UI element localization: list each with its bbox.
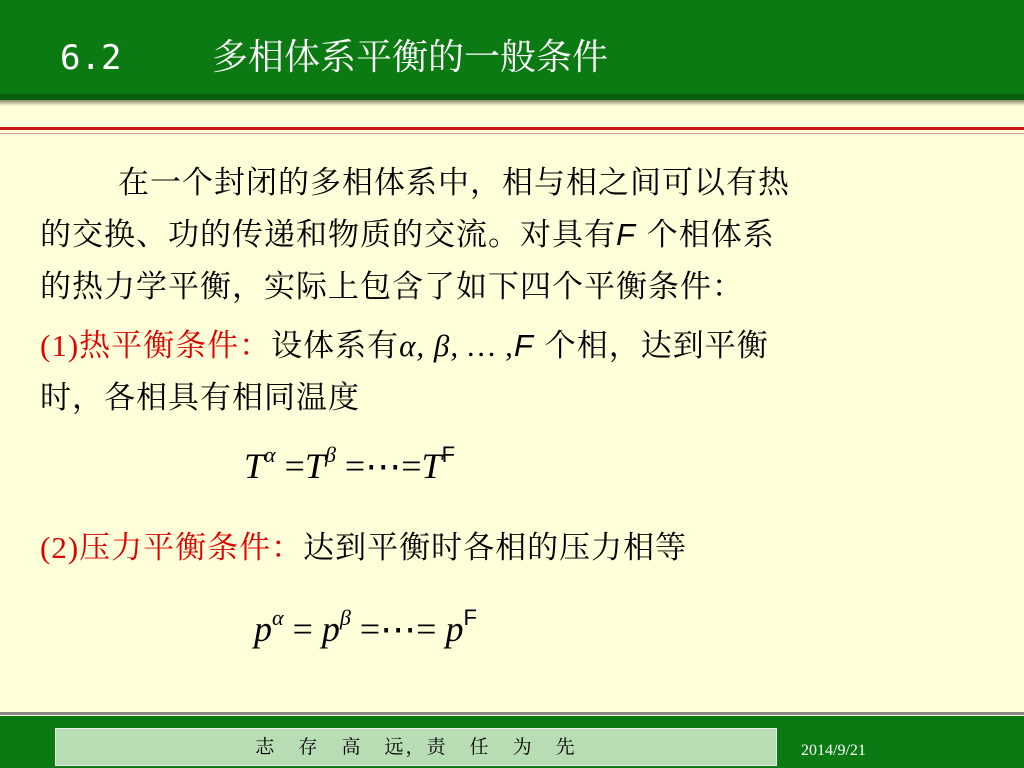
pressure-equation bbox=[254, 605, 477, 649]
intro-line-1: 在一个封闭的多相体系中，相与相之间可以有热 bbox=[118, 165, 790, 201]
eq-equals: = bbox=[284, 446, 305, 486]
intro-paragraph bbox=[40, 157, 960, 313]
footer-motto: 志 存 高 远，责 任 为 先 bbox=[255, 736, 577, 758]
eq-var: p bbox=[445, 609, 464, 649]
eq-dots: ⋯ bbox=[380, 609, 417, 649]
intro-line-2b: 个相体系 bbox=[635, 217, 775, 253]
thin-divider bbox=[0, 133, 1024, 134]
condition-label: 压力平衡条件： bbox=[79, 530, 304, 566]
eq-equals: = bbox=[292, 609, 313, 649]
footer-date: 2014/9/21 bbox=[801, 742, 866, 759]
condition-number: (1) bbox=[40, 328, 80, 363]
header-shadow bbox=[0, 100, 1024, 106]
section-number: 6.2 bbox=[60, 38, 122, 78]
eq-sup-alpha: α bbox=[272, 605, 284, 630]
condition-number: (2) bbox=[40, 530, 80, 565]
eq-var: T bbox=[244, 446, 265, 486]
eq-sup-F: F bbox=[441, 442, 456, 467]
eq-equals: = bbox=[344, 446, 366, 486]
phase-symbols: α, β, … , bbox=[399, 328, 514, 363]
condition-text-b: 个相，达到平衡 bbox=[533, 328, 769, 364]
red-divider bbox=[0, 127, 1024, 130]
eq-var: p bbox=[254, 609, 272, 649]
eq-sup-beta: β bbox=[324, 442, 336, 467]
condition-label: 热平衡条件： bbox=[79, 328, 272, 364]
eq-dots: ⋯ bbox=[365, 446, 402, 486]
phase-count-symbol: F bbox=[616, 217, 636, 252]
eq-var: T bbox=[304, 446, 325, 486]
slide-title bbox=[60, 34, 608, 82]
eq-sup-alpha: α bbox=[264, 442, 276, 467]
eq-var: T bbox=[421, 446, 442, 486]
temperature-equation bbox=[244, 442, 456, 486]
eq-var: p bbox=[321, 609, 340, 649]
title-text: 多相体系平衡的一般条件 bbox=[212, 37, 609, 78]
eq-equals: = bbox=[359, 609, 381, 649]
intro-line-2a: 的交换、功的传递和物质的交流。对具有 bbox=[40, 217, 616, 253]
eq-equals: = bbox=[416, 609, 437, 649]
condition-pressure bbox=[40, 522, 960, 574]
condition-text-line2: 时，各相具有相同温度 bbox=[40, 380, 360, 416]
eq-sup-beta: β bbox=[339, 605, 351, 630]
condition-text-a: 设体系有 bbox=[271, 328, 400, 364]
intro-line-3: 的热力学平衡，实际上包含了如下四个平衡条件： bbox=[40, 269, 744, 305]
eq-equals: = bbox=[401, 446, 422, 486]
phase-count-symbol: F bbox=[513, 328, 534, 363]
eq-sup-F: F bbox=[463, 605, 477, 630]
footer-motto-box bbox=[55, 728, 777, 766]
condition-thermal bbox=[40, 320, 960, 424]
footer-divider bbox=[0, 712, 1024, 715]
condition-text: 达到平衡时各相的压力相等 bbox=[303, 530, 688, 566]
header-bar bbox=[0, 0, 1024, 100]
